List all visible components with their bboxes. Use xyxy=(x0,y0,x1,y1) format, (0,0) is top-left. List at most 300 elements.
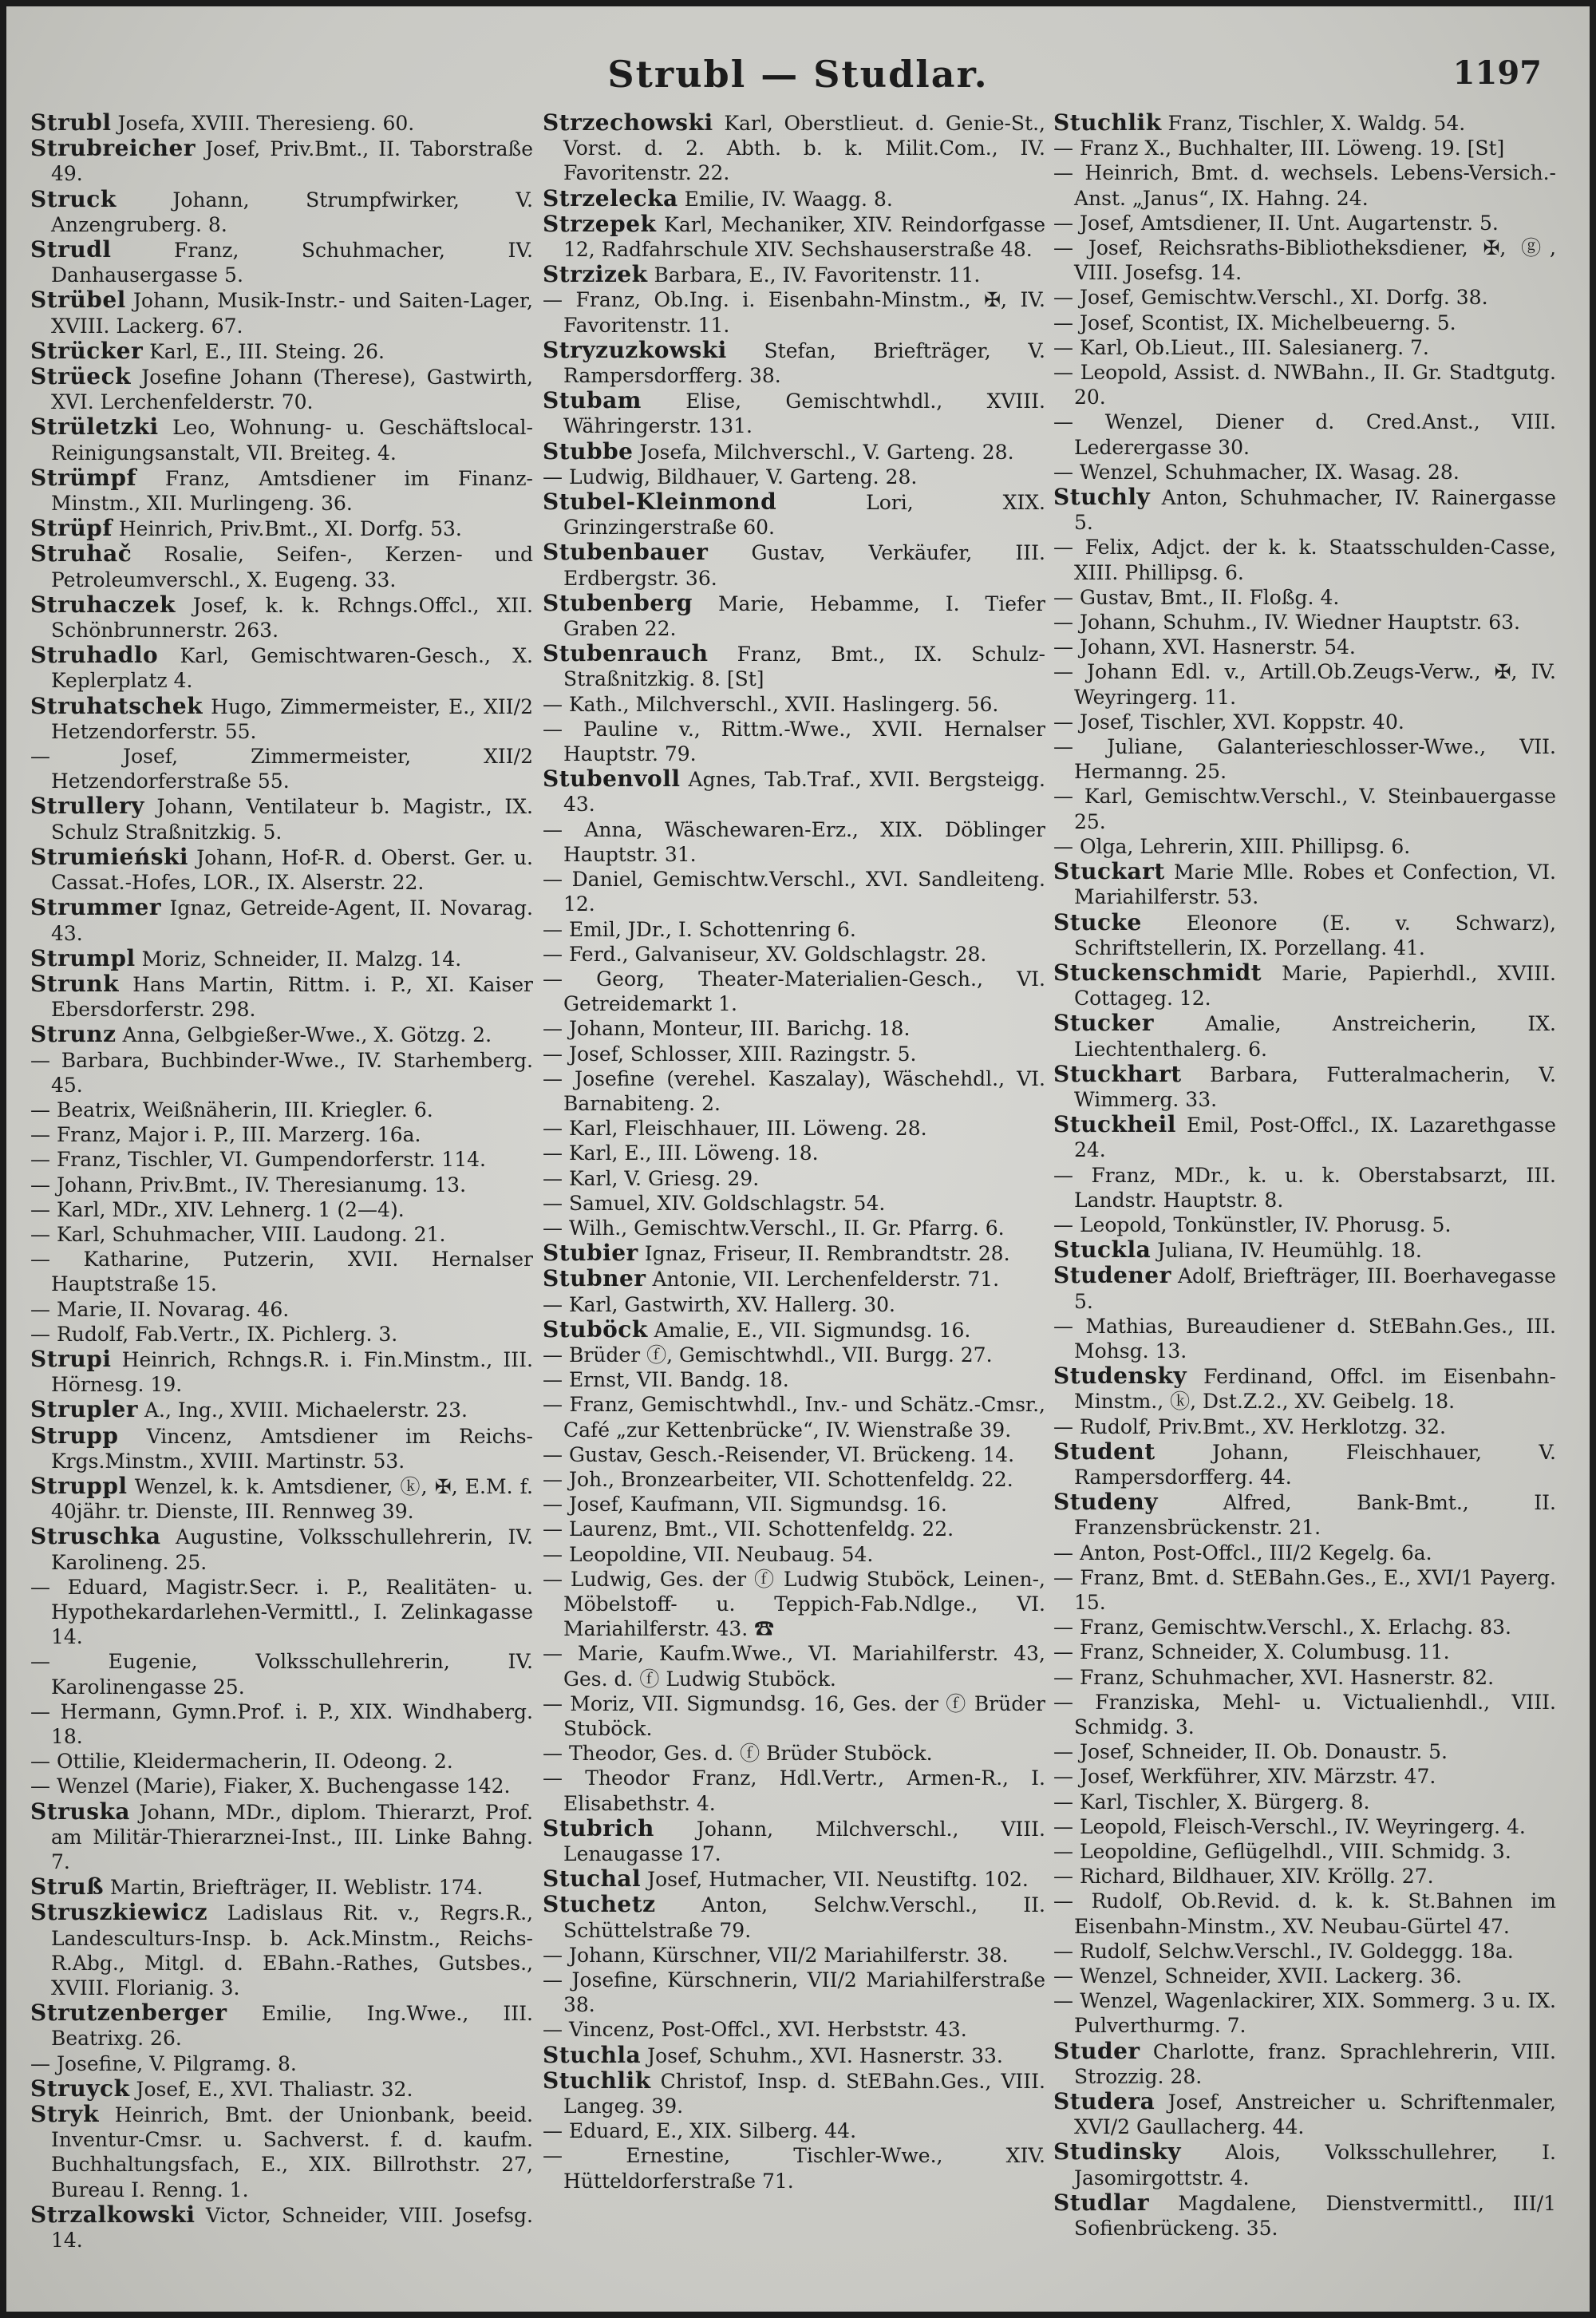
entry-details: Johann, Musik-Instr.- und Saiten-Lager, XVIII. Lackerg. 67. xyxy=(51,289,533,338)
directory-entry xyxy=(543,262,1045,287)
entry-surname: Strunz xyxy=(30,1021,117,1048)
entry-details: — Johann, XVI. Hasnerstr. 54. xyxy=(1053,635,1356,659)
entry-details: Anton, Selchw.Verschl., II. Schüttelstraße 79. xyxy=(563,1893,1045,1942)
entry-surname: Struhatschek xyxy=(30,692,203,719)
entry-surname: Stuchly xyxy=(1053,484,1151,511)
entry-details: Johann, Ventilateur b. Magistr., IX. Schulz Straßnitzkig. 5. xyxy=(51,795,533,844)
directory-entry xyxy=(30,338,533,364)
directory-entry xyxy=(30,1247,533,1296)
directory-entry xyxy=(1053,1541,1556,1565)
directory-entry xyxy=(1053,1363,1556,1414)
entry-details: — Heinrich, Bmt. d. wechsels. Lebens-Versich.-Anst. „Janus“, IX. Hahng. 24. xyxy=(1053,161,1556,210)
directory-entry xyxy=(1053,1439,1556,1489)
entry-surname: Student xyxy=(1053,1438,1156,1465)
entry-details: — Karl, E., III. Löweng. 18. xyxy=(543,1141,819,1165)
entry-surname: Stubel-Kleinmond xyxy=(543,489,777,516)
directory-entry xyxy=(1053,1988,1556,2038)
entry-surname: Stubenrauch xyxy=(543,640,709,667)
directory-entry xyxy=(543,1116,1045,1141)
directory-entry xyxy=(30,1524,533,1574)
entry-surname: Studera xyxy=(1053,2088,1156,2115)
entry-details: Karl, Oberstlieut. d. Genie-St., Vorst. d. 2. Abth. b. k. Milit.Com., IV. Favoritenstr. 22. xyxy=(563,112,1045,185)
entry-details: Johann, Fleischhauer, V. Rampersdorfferg. 44. xyxy=(1074,1440,1556,1489)
directory-entry xyxy=(30,1397,533,1422)
entry-details: — Ottilie, Kleidermacherin, II. Odeong. 2. xyxy=(30,1750,453,1774)
directory-entry xyxy=(543,489,1045,540)
directory-entry xyxy=(30,1473,533,1524)
entry-surname: Stuckhart xyxy=(1053,1060,1182,1087)
entry-details: — Theodor Franz, Hdl.Vertr., Armen-R., I. Elisabethstr. 4. xyxy=(543,1766,1045,1815)
entry-surname: Strüpf xyxy=(30,515,113,542)
entry-surname: Strubreicher xyxy=(30,135,196,162)
entry-details: — Ernst, VII. Bandg. 18. xyxy=(543,1368,789,1392)
directory-entry xyxy=(543,1240,1045,1266)
directory-entry xyxy=(30,1197,533,1222)
directory-entry xyxy=(543,465,1045,489)
directory-entry xyxy=(30,516,533,541)
directory-entry xyxy=(543,1166,1045,1191)
directory-entry xyxy=(1053,585,1556,610)
directory-entry xyxy=(30,845,533,895)
entry-surname: Struyck xyxy=(30,2075,130,2102)
entry-surname: Studeny xyxy=(1053,1489,1159,1516)
entry-surname: Strzechowski xyxy=(543,110,713,136)
entry-details: — Franz, Gemischtwhdl., Inv.- und Schätz.-Cmsr., Café „zur Kettenbrücke“, IV. Wienstraße 39. xyxy=(543,1393,1045,1442)
directory-entry xyxy=(543,2068,1045,2118)
directory-entry xyxy=(30,465,533,516)
entry-details: — Franz, MDr., k. u. k. Oberstabsarzt, III. Landstr. Hauptstr. 8. xyxy=(1053,1163,1556,1212)
directory-entry xyxy=(543,942,1045,967)
directory-entry xyxy=(30,414,533,465)
column-3 xyxy=(1053,110,1556,2297)
entry-surname: Strumpl xyxy=(30,944,136,971)
directory-entry xyxy=(30,1699,533,1749)
entry-details: Heinrich, Priv.Bmt., XI. Dorfg. 53. xyxy=(118,517,462,541)
entry-details: — Leopoldine, Geflügelhdl., VIII. Schmidg. 3. xyxy=(1053,1840,1511,1864)
entry-details: — Ludwig, Ges. der ⓕ Ludwig Stuböck, Leinen-, Möbelstoff- u. Teppich-Fab.Ndlge., VI. Mariahilferstr. 43. ☎ xyxy=(543,1567,1045,1641)
entry-surname: Studlar xyxy=(1053,2189,1150,2216)
entry-details: Johann, Milchverschl., VIII. Lenaugasse 17. xyxy=(563,1817,1045,1866)
entry-details: — Leopold, Tonkünstler, IV. Phorusg. 5. xyxy=(1053,1212,1452,1236)
directory-entry xyxy=(1053,1839,1556,1864)
entry-details: — Karl, Ob.Lieut., III. Salesianerg. 7. xyxy=(1053,335,1429,359)
entry-details: Josef, k. k. Rchngs.Offcl., XII. Schönbrunnerstr. 263. xyxy=(51,593,533,643)
entry-surname: Stuböck xyxy=(543,1315,648,1343)
entry-details: Rosalie, Seifen-, Kerzen- und Petroleumverschl., X. Eugeng. 33. xyxy=(51,543,533,591)
entry-details: — Josef, Schneider, II. Ob. Donaustr. 5. xyxy=(1053,1740,1448,1764)
entry-details: — Rudolf, Ob.Revid. d. k. k. St.Bahnen im Eisenbahn-Minstm., XV. Neubau-Gürtel 47. xyxy=(1053,1889,1556,1938)
directory-entry xyxy=(543,1343,1045,1367)
directory-entry xyxy=(1053,1739,1556,1764)
entry-details: Karl, E., III. Steing. 26. xyxy=(149,339,385,363)
directory-entry xyxy=(543,388,1045,438)
entry-details: — Franz, Bmt. d. StEBahn.Ges., E., XVI/1 Payerg. 15. xyxy=(1053,1565,1556,1614)
directory-entry xyxy=(543,1392,1045,1442)
entry-details: — Josefine (verehel. Kaszalay), Wäschehdl., VI. Barnabiteng. 2. xyxy=(543,1066,1045,1115)
entry-details: — Josef, Schlosser, XIII. Razingstr. 5. xyxy=(543,1042,917,1066)
directory-entry xyxy=(1053,784,1556,833)
directory-entry xyxy=(1053,2139,1556,2189)
directory-entry xyxy=(543,867,1045,916)
directory-entry xyxy=(543,110,1045,186)
entry-details: — Josef, Kaufmann, VII. Sigmundsg. 16. xyxy=(543,1493,947,1517)
directory-entry xyxy=(1053,311,1556,335)
directory-entry xyxy=(543,1567,1045,1642)
entry-details: Josef, Priv.Bmt., II. Taborstraße 49. xyxy=(51,137,533,186)
entry-surname: Strupler xyxy=(30,1396,139,1423)
entry-surname: Stubner xyxy=(543,1265,646,1292)
entry-details: — Franz, Schneider, X. Columbusg. 11. xyxy=(1053,1640,1450,1664)
entry-details: Adolf, Briefträger, III. Boerhavegasse 5. xyxy=(1074,1264,1556,1313)
entry-details: — Karl, Fleischhauer, III. Löweng. 28. xyxy=(543,1117,927,1141)
entry-details: — Gustav, Gesch.-Reisender, VI. Brückeng. 14. xyxy=(543,1442,1015,1466)
directory-entry xyxy=(543,1016,1045,1041)
entry-surname: Stubier xyxy=(543,1240,638,1267)
entry-details: — Rudolf, Fab.Vertr., IX. Pichlerg. 3. xyxy=(30,1322,398,1346)
entry-surname: Studener xyxy=(1053,1262,1171,1289)
directory-entry xyxy=(1053,1212,1556,1237)
entry-details: A., Ing., XVIII. Michaelerstr. 23. xyxy=(144,1398,468,1422)
entry-details: — Brüder ⓕ, Gemischtwhdl., VII. Burgg. 27. xyxy=(543,1343,993,1367)
directory-entry xyxy=(543,212,1045,262)
entry-surname: Stuchla xyxy=(543,2041,642,2068)
directory-entry xyxy=(1053,734,1556,784)
entry-details: — Johann, Priv.Bmt., IV. Theresianumg. 13. xyxy=(30,1173,467,1197)
entry-surname: Strummer xyxy=(30,894,162,921)
directory-entry xyxy=(1053,460,1556,485)
entry-details: — Marie, Kaufm.Wwe., VI. Mariahilferstr. 43, Ges. d. ⓕ Ludwig Stuböck. xyxy=(543,1642,1045,1691)
entry-surname: Stubbe xyxy=(543,437,634,465)
directory-entry xyxy=(1053,409,1556,459)
entry-details: Franz, Bmt., IX. Schulz-Straßnitzkig. 8. [St] xyxy=(563,643,1045,691)
entry-surname: Stuchlik xyxy=(543,2067,651,2094)
entry-details: — Johann, Schuhm., IV. Wiedner Hauptstr. 63. xyxy=(1053,611,1520,635)
directory-entry xyxy=(1053,1615,1556,1640)
directory-entry xyxy=(1053,1237,1556,1263)
entry-details: Lori, XIX. Grinzingerstraße 60. xyxy=(563,491,1045,540)
entry-details: — Karl, Schuhmacher, VIII. Laudong. 21. xyxy=(30,1222,446,1246)
entry-surname: Studinsky xyxy=(1053,2138,1182,2166)
directory-entry xyxy=(1053,1790,1556,1814)
entry-details: Augustine, Volksschullehrerin, IV. Karolineng. 25. xyxy=(51,1525,533,1574)
entry-details: Marie, Papierhdl., XVIII. Cottageg. 12. xyxy=(1074,961,1556,1011)
entry-details: — Wenzel, Schneider, XVII. Lackerg. 36. xyxy=(1053,1964,1462,1988)
entry-details: Anton, Schuhmacher, IV. Rainergasse 5. xyxy=(1074,486,1556,535)
entry-details: Ferdinand, Offcl. im Eisenbahn-Minstm., ⓚ, Dst.Z.2., XV. Geibelg. 18. xyxy=(1074,1365,1556,1414)
entry-surname: Strzepek xyxy=(543,210,657,237)
directory-entry xyxy=(543,1542,1045,1567)
entry-details: — Karl, V. Griesg. 29. xyxy=(543,1166,760,1190)
page-number: 1197 xyxy=(1452,54,1542,92)
entry-details: — Rudolf, Priv.Bmt., XV. Herklotzg. 32. xyxy=(1053,1414,1447,1438)
directory-entry xyxy=(1053,635,1556,659)
entry-details: — Franz, Schuhmacher, XVI. Hasnerstr. 82. xyxy=(1053,1665,1495,1689)
directory-entry xyxy=(1053,710,1556,734)
directory-entry xyxy=(543,1317,1045,1343)
directory-entry xyxy=(30,946,533,971)
entry-surname: Struß xyxy=(30,1873,105,1901)
entry-details: — Anna, Wäschewaren-Erz., XIX. Döblinger Hauptstr. 31. xyxy=(543,817,1045,866)
entry-details: — Johann, Monteur, III. Barichg. 18. xyxy=(543,1017,911,1041)
directory-entry xyxy=(30,1322,533,1347)
entry-details: Josef, Hutmacher, VII. Neustiftg. 102. xyxy=(647,1868,1029,1892)
entry-details: — Johann Edl. v., Artill.Ob.Zeugs-Verw., ✠, IV. Weyringerg. 11. xyxy=(1053,660,1556,709)
directory-entry xyxy=(30,694,533,744)
directory-entry xyxy=(1053,335,1556,360)
entry-details: — Ferd., Galvaniseur, XV. Goldschlagstr. 28. xyxy=(543,942,987,966)
directory-entry xyxy=(1053,1939,1556,1964)
directory-entry xyxy=(30,744,533,793)
directory-entry xyxy=(30,1147,533,1172)
entry-details: — Wenzel, Wagenlackirer, XIX. Sommerg. 3 u. IX. Pulverthurmg. 7. xyxy=(1053,1989,1556,2038)
entry-surname: Studensky xyxy=(1053,1363,1187,1390)
entry-details: Heinrich, Rchngs.R. i. Fin.Minstm., III. Hörnesg. 19. xyxy=(51,1347,533,1397)
entry-surname: Stuchal xyxy=(543,1865,642,1893)
directory-entry xyxy=(543,1816,1045,1866)
entry-surname: Strzalkowski xyxy=(30,2201,196,2228)
entry-details: — Franz, Major i. P., III. Marzerg. 16a. xyxy=(30,1123,421,1147)
entry-surname: Stuckenschmidt xyxy=(1053,959,1262,986)
directory-entry xyxy=(1053,1011,1556,1061)
directory-entry xyxy=(543,2143,1045,2193)
entry-details: — Vincenz, Post-Offcl., XVI. Herbststr. 43. xyxy=(543,2018,967,2042)
entry-surname: Strudl xyxy=(30,236,112,263)
directory-entry xyxy=(30,1297,533,1322)
directory-entry xyxy=(30,1122,533,1147)
directory-entry xyxy=(1053,1314,1556,1363)
directory-entry xyxy=(30,1098,533,1122)
entry-surname: Stubenberg xyxy=(543,589,693,616)
directory-entry xyxy=(1053,2190,1556,2241)
directory-entry xyxy=(543,1517,1045,1541)
directory-entry xyxy=(30,287,533,338)
directory-entry xyxy=(1053,110,1556,136)
directory-entry xyxy=(543,1367,1045,1392)
entry-details: — Barbara, Buchbinder-Wwe., IV. Starhemberg. 45. xyxy=(30,1048,533,1097)
page-title: Strubl — Studlar. xyxy=(607,53,989,96)
directory-entry xyxy=(1053,211,1556,235)
directory-entry xyxy=(1053,1565,1556,1615)
entry-details: Josef, Anstreicher u. Schriftenmaler, XVI/2 Gaullacherg. 44. xyxy=(1074,2091,1556,2139)
directory-entry xyxy=(30,592,533,643)
directory-entry xyxy=(1053,2039,1556,2089)
entry-surname: Strübel xyxy=(30,287,126,314)
directory-entry xyxy=(30,1774,533,1798)
directory-entry xyxy=(30,1649,533,1699)
entry-details: Anna, Gelbgießer-Wwe., X. Götzg. 2. xyxy=(122,1023,492,1047)
entry-surname: Stuchetz xyxy=(543,1891,656,1918)
directory-entry xyxy=(30,1423,533,1473)
directory-entry xyxy=(30,1022,533,1047)
entry-details: — Marie, II. Novarag. 46. xyxy=(30,1297,290,1321)
entry-details: Marie, Hebamme, I. Tiefer Graben 22. xyxy=(563,591,1045,641)
entry-details: — Georg, Theater-Materialien-Gesch., VI. Getreidemarkt 1. xyxy=(543,967,1045,1016)
directory-entry xyxy=(543,1141,1045,1165)
directory-entry xyxy=(30,971,533,1022)
entry-details: — Leopold, Fleisch-Verschl., IV. Weyringerg. 4. xyxy=(1053,1814,1526,1838)
directory-entry xyxy=(543,2043,1045,2068)
entry-details: — Johann, Kürschner, VII/2 Mariahilferstr. 38. xyxy=(543,1943,1009,1967)
directory-entry xyxy=(543,439,1045,465)
directory-entry xyxy=(30,895,533,945)
directory-entry xyxy=(543,1492,1045,1517)
entry-details: — Eugenie, Volksschullehrerin, IV. Karolinengasse 25. xyxy=(30,1650,533,1699)
directory-entry xyxy=(1053,834,1556,859)
column-1 xyxy=(30,110,533,2297)
entry-details: — Josef, Scontist, IX. Michelbeuerng. 5. xyxy=(1053,311,1456,334)
entry-surname: Strunk xyxy=(30,970,120,997)
entry-surname: Strupi xyxy=(30,1345,112,1372)
entry-surname: Strületzki xyxy=(30,413,159,441)
entry-details: Juliana, IV. Heumühlg. 18. xyxy=(1157,1239,1422,1263)
entry-details: Amalie, Anstreicherin, IX. Liechtenthalerg. 6. xyxy=(1074,1012,1556,1061)
entry-details: Emil, Post-Offcl., IX. Lazarethgasse 24. xyxy=(1074,1114,1556,1162)
directory-entry xyxy=(1053,659,1556,709)
directory-entry xyxy=(543,1968,1045,2017)
entry-surname: Struschka xyxy=(30,1523,161,1550)
directory-entry xyxy=(543,287,1045,337)
entry-details: Ignaz, Getreide-Agent, II. Novarag. 43. xyxy=(51,896,533,945)
entry-details: — Josef, Amtsdiener, II. Unt. Augartenstr. 5. xyxy=(1053,211,1499,235)
directory-entry xyxy=(1053,136,1556,160)
directory-entry xyxy=(543,1766,1045,1815)
directory-entry xyxy=(543,540,1045,590)
entry-details: — Karl, Gemischtw.Verschl., V. Steinbauergasse 25. xyxy=(1053,785,1556,833)
entry-details: — Juliane, Galanterieschlosser-Wwe., VII. Hermanng. 25. xyxy=(1053,735,1556,784)
directory-entry xyxy=(543,1467,1045,1492)
directory-entry xyxy=(30,237,533,287)
directory-entry xyxy=(543,1191,1045,1216)
entry-details: — Ernestine, Tischler-Wwe., XIV. Hütteldorferstraße 71. xyxy=(543,2144,1045,2193)
directory-entry xyxy=(543,917,1045,942)
entry-surname: Stuckart xyxy=(1053,858,1165,885)
entry-details: — Josefine, Kürschnerin, VII/2 Mariahilferstraße 38. xyxy=(543,1968,1045,2017)
entry-surname: Stuckheil xyxy=(1053,1111,1176,1138)
directory-entry xyxy=(543,641,1045,691)
entry-details: — Samuel, XIV. Goldschlagstr. 54. xyxy=(543,1191,886,1215)
entry-details: Karl, Gemischtwaren-Gesch., X. Keplerplatz 4. xyxy=(51,644,533,693)
directory-entry xyxy=(1053,1764,1556,1789)
entry-surname: Strüeck xyxy=(30,363,132,390)
directory-entry xyxy=(1053,1665,1556,1690)
directory-entry xyxy=(1053,2089,1556,2139)
entry-surname: Stucker xyxy=(1053,1010,1155,1037)
directory-entry xyxy=(1053,1163,1556,1212)
entry-details: Barbara, E., IV. Favoritenstr. 11. xyxy=(654,263,981,287)
entry-details: — Rudolf, Selchw.Verschl., IV. Goldeggg. 18a. xyxy=(1053,1939,1514,1963)
directory-entry xyxy=(30,1900,533,2000)
entry-surname: Stuckla xyxy=(1053,1236,1152,1264)
entry-details: — Josef, Werkführer, XIV. Märzstr. 47. xyxy=(1053,1765,1436,1789)
entry-surname: Strzizek xyxy=(543,261,648,288)
entry-surname: Stryzuzkowski xyxy=(543,336,727,363)
entry-details: Josef, E., XVI. Thaliastr. 32. xyxy=(136,2077,413,2101)
entry-details: Barbara, Futteralmacherin, V. Wimmerg. 33. xyxy=(1074,1062,1556,1111)
directory-entry xyxy=(543,186,1045,212)
directory-entry xyxy=(30,1749,533,1774)
entry-surname: Struszkiewicz xyxy=(30,1899,207,1926)
entry-details: — Josef, Gemischtw.Verschl., XI. Dorfg. 38. xyxy=(1053,286,1488,310)
entry-details: — Franz X., Buchhalter, III. Löweng. 19. [St] xyxy=(1053,136,1505,160)
entry-details: — Joh., Bronzearbeiter, VII. Schottenfeldg. 22. xyxy=(543,1467,1013,1491)
entry-details: — Franz, Gemischtw.Verschl., X. Erlachg. 83. xyxy=(1053,1616,1511,1640)
directory-entry xyxy=(30,1048,533,1098)
directory-entry xyxy=(543,1266,1045,1292)
entry-details: Johann, Strumpfwirker, V. Anzengruberg. 8. xyxy=(51,188,533,236)
entry-details: Franz, Schuhmacher, IV. Danhausergasse 5. xyxy=(51,239,533,287)
entry-surname: Struppl xyxy=(30,1472,128,1499)
entry-details: Hans Martin, Rittm. i. P., XI. Kaiser Ebersdorferstr. 298. xyxy=(51,972,533,1022)
directory-entry xyxy=(1053,1062,1556,1112)
entry-details: Leo, Wohnung- u. Geschäftslocal-Reinigungsanstalt, VII. Breiteg. 4. xyxy=(51,416,533,465)
directory-entry xyxy=(1053,859,1556,909)
entry-surname: Strutzenberger xyxy=(30,2000,227,2027)
entry-surname: Stubrich xyxy=(543,1814,654,1841)
entry-details: — Wenzel, Schuhmacher, IX. Wasag. 28. xyxy=(1053,460,1460,484)
directory-entry xyxy=(543,766,1045,817)
entry-details: — Leopoldine, VII. Neubaug. 54. xyxy=(543,1542,874,1566)
directory-entry xyxy=(30,110,533,136)
column-2 xyxy=(543,110,1045,2297)
directory-entry xyxy=(543,1641,1045,1691)
directory-entry xyxy=(1053,485,1556,535)
entry-surname: Strumieński xyxy=(30,843,188,870)
entry-details: — Katharine, Putzerin, XVII. Hernalser Hauptstraße 15. xyxy=(30,1248,533,1296)
directory-entry xyxy=(543,591,1045,641)
entry-details: Stefan, Briefträger, V. Rampersdorfferg. 38. xyxy=(563,338,1045,388)
entry-details: — Karl, Gastwirth, XV. Hallerg. 30. xyxy=(543,1292,895,1316)
directory-entry xyxy=(543,1892,1045,1942)
entry-details: Josefine Johann (Therese), Gastwirth, XVI. Lerchenfelderstr. 70. xyxy=(51,366,533,414)
directory-entry xyxy=(30,541,533,591)
directory-entry xyxy=(543,1943,1045,1968)
directory-entry xyxy=(30,2051,533,2076)
directory-entry xyxy=(1053,910,1556,960)
directory-entry xyxy=(30,1347,533,1397)
entry-details: Antonie, VII. Lerchenfelderstr. 71. xyxy=(652,1268,1000,1292)
entry-surname: Stubenvoll xyxy=(543,765,681,793)
entry-details: — Theodor, Ges. d. ⓕ Brüder Stuböck. xyxy=(543,1742,933,1766)
entry-details: — Beatrix, Weißnäherin, III. Kriegler. 6. xyxy=(30,1098,433,1121)
entry-details: Johann, MDr., diplom. Thierarzt, Prof. am Militär-Thierarznei-Inst., III. Linke Bahng. 7. xyxy=(51,1800,533,1874)
entry-details: — Wenzel (Marie), Fiaker, X. Buchengasse 142. xyxy=(30,1774,511,1798)
directory-entry xyxy=(1053,1414,1556,1439)
directory-entry xyxy=(30,1575,533,1650)
directory-entry xyxy=(1053,1864,1556,1889)
entry-details: — Mathias, Bureaudiener d. StEBahn.Ges., III. Mohsg. 13. xyxy=(1053,1314,1556,1363)
entry-details: — Franz, Ob.Ing. i. Eisenbahn-Minstm., ✠, IV. Favoritenstr. 11. xyxy=(543,288,1045,337)
entry-details: Amalie, E., VII. Sigmundsg. 16. xyxy=(654,1318,971,1342)
directory-entry xyxy=(543,338,1045,388)
entry-details: — Daniel, Gemischtw.Verschl., XVI. Sandleiteng. 12. xyxy=(543,868,1045,916)
directory-entry xyxy=(1053,960,1556,1011)
directory-entry xyxy=(30,2000,533,2051)
entry-details: — Richard, Bildhauer, XIV. Kröllg. 27. xyxy=(1053,1865,1434,1889)
directory-entry xyxy=(543,1292,1045,1317)
directory-entry xyxy=(543,1691,1045,1741)
entry-details: — Pauline v., Rittm.-Wwe., XVII. Hernalser Hauptstr. 79. xyxy=(543,717,1045,766)
directory-entry xyxy=(1053,160,1556,210)
directory-entry xyxy=(1053,1263,1556,1313)
entry-details: — Josefine, V. Pilgramg. 8. xyxy=(30,2051,297,2075)
directory-entry xyxy=(1053,1964,1556,1988)
entry-details: — Emil, JDr., I. Schottenring 6. xyxy=(543,917,856,941)
directory-entry xyxy=(1053,1814,1556,1839)
entry-surname: Struhač xyxy=(30,540,132,568)
directory-entry xyxy=(30,1799,533,1875)
directory-entry xyxy=(1053,285,1556,310)
directory-entry xyxy=(30,2102,533,2202)
